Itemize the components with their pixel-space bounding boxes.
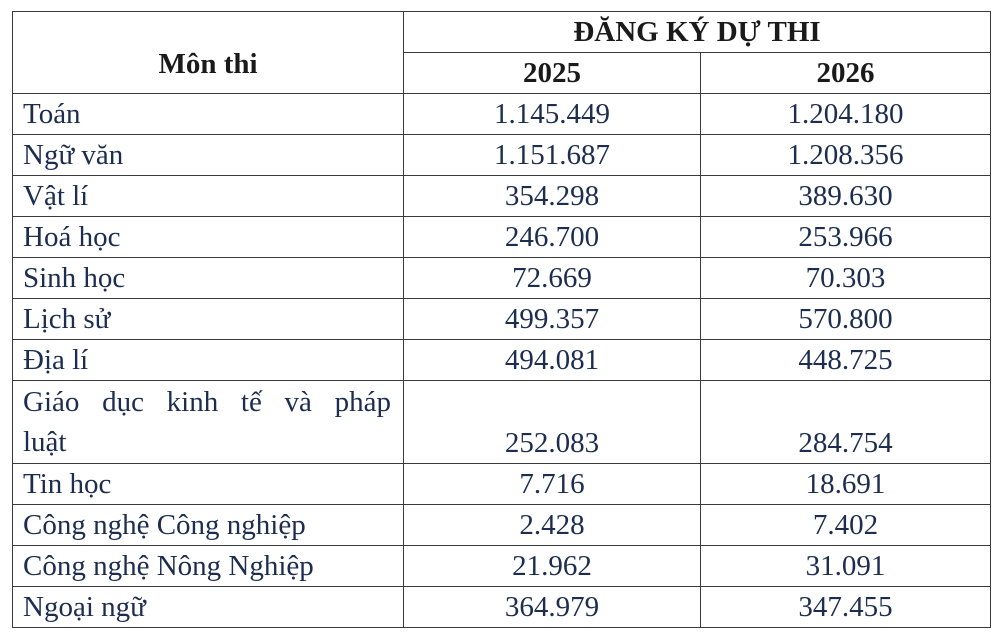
count-2025-cell: 494.081 (404, 340, 701, 381)
table-row (13, 587, 991, 628)
count-2025-cell: 1.151.687 (404, 135, 701, 176)
exam-registration-table (12, 11, 991, 628)
subject-line-2: luật (23, 426, 67, 458)
table-row (13, 546, 991, 587)
table-row (13, 505, 991, 546)
count-2026-cell: 389.630 (701, 176, 991, 217)
table-row (13, 299, 991, 340)
count-2025-cell: 246.700 (404, 217, 701, 258)
count-2026-cell: 253.966 (701, 217, 991, 258)
subject-line-1: Giáo dục kinh tế và pháp (23, 386, 391, 418)
count-2026-cell: 18.691 (701, 464, 991, 505)
table-row (13, 340, 991, 381)
count-2025-cell: 252.083 (404, 381, 701, 464)
year-header-2026: 2026 (701, 53, 991, 94)
year-header-2025: 2025 (404, 53, 701, 94)
count-2025-cell: 364.979 (404, 587, 701, 628)
table-row (13, 381, 991, 464)
count-2026-cell: 7.402 (701, 505, 991, 546)
table-row (13, 135, 991, 176)
subject-cell: Công nghệ Công nghiệp (13, 505, 404, 546)
count-2025-cell: 354.298 (404, 176, 701, 217)
count-2025-cell: 21.962 (404, 546, 701, 587)
count-2026-cell: 1.204.180 (701, 94, 991, 135)
count-2026-cell: 448.725 (701, 340, 991, 381)
count-2026-cell: 284.754 (701, 381, 991, 464)
count-2025-cell: 1.145.449 (404, 94, 701, 135)
count-2025-cell: 499.357 (404, 299, 701, 340)
subject-cell: Ngữ văn (13, 135, 404, 176)
subject-cell (13, 381, 404, 464)
header-row-top (13, 12, 991, 53)
subject-cell: Tin học (13, 464, 404, 505)
subject-cell: Công nghệ Nông Nghiệp (13, 546, 404, 587)
subject-cell: Ngoại ngữ (13, 587, 404, 628)
subject-cell: Vật lí (13, 176, 404, 217)
subject-cell: Sinh học (13, 258, 404, 299)
subject-cell: Toán (13, 94, 404, 135)
count-2026-cell: 570.800 (701, 299, 991, 340)
count-2026-cell: 347.455 (701, 587, 991, 628)
count-2025-cell: 2.428 (404, 505, 701, 546)
count-2026-cell: 31.091 (701, 546, 991, 587)
subject-column-header (13, 12, 404, 94)
count-2026-cell: 1.208.356 (701, 135, 991, 176)
subject-cell: Địa lí (13, 340, 404, 381)
subject-cell: Lịch sử (13, 299, 404, 340)
table-row (13, 176, 991, 217)
table-row (13, 94, 991, 135)
count-2025-cell: 72.669 (404, 258, 701, 299)
table-row (13, 464, 991, 505)
table-row (13, 217, 991, 258)
count-2026-cell: 70.303 (701, 258, 991, 299)
registration-group-header: ĐĂNG KÝ DỰ THI (404, 12, 991, 53)
subject-cell: Hoá học (13, 217, 404, 258)
table-row (13, 258, 991, 299)
count-2025-cell: 7.716 (404, 464, 701, 505)
subject-column-label: Môn thi (158, 47, 258, 80)
